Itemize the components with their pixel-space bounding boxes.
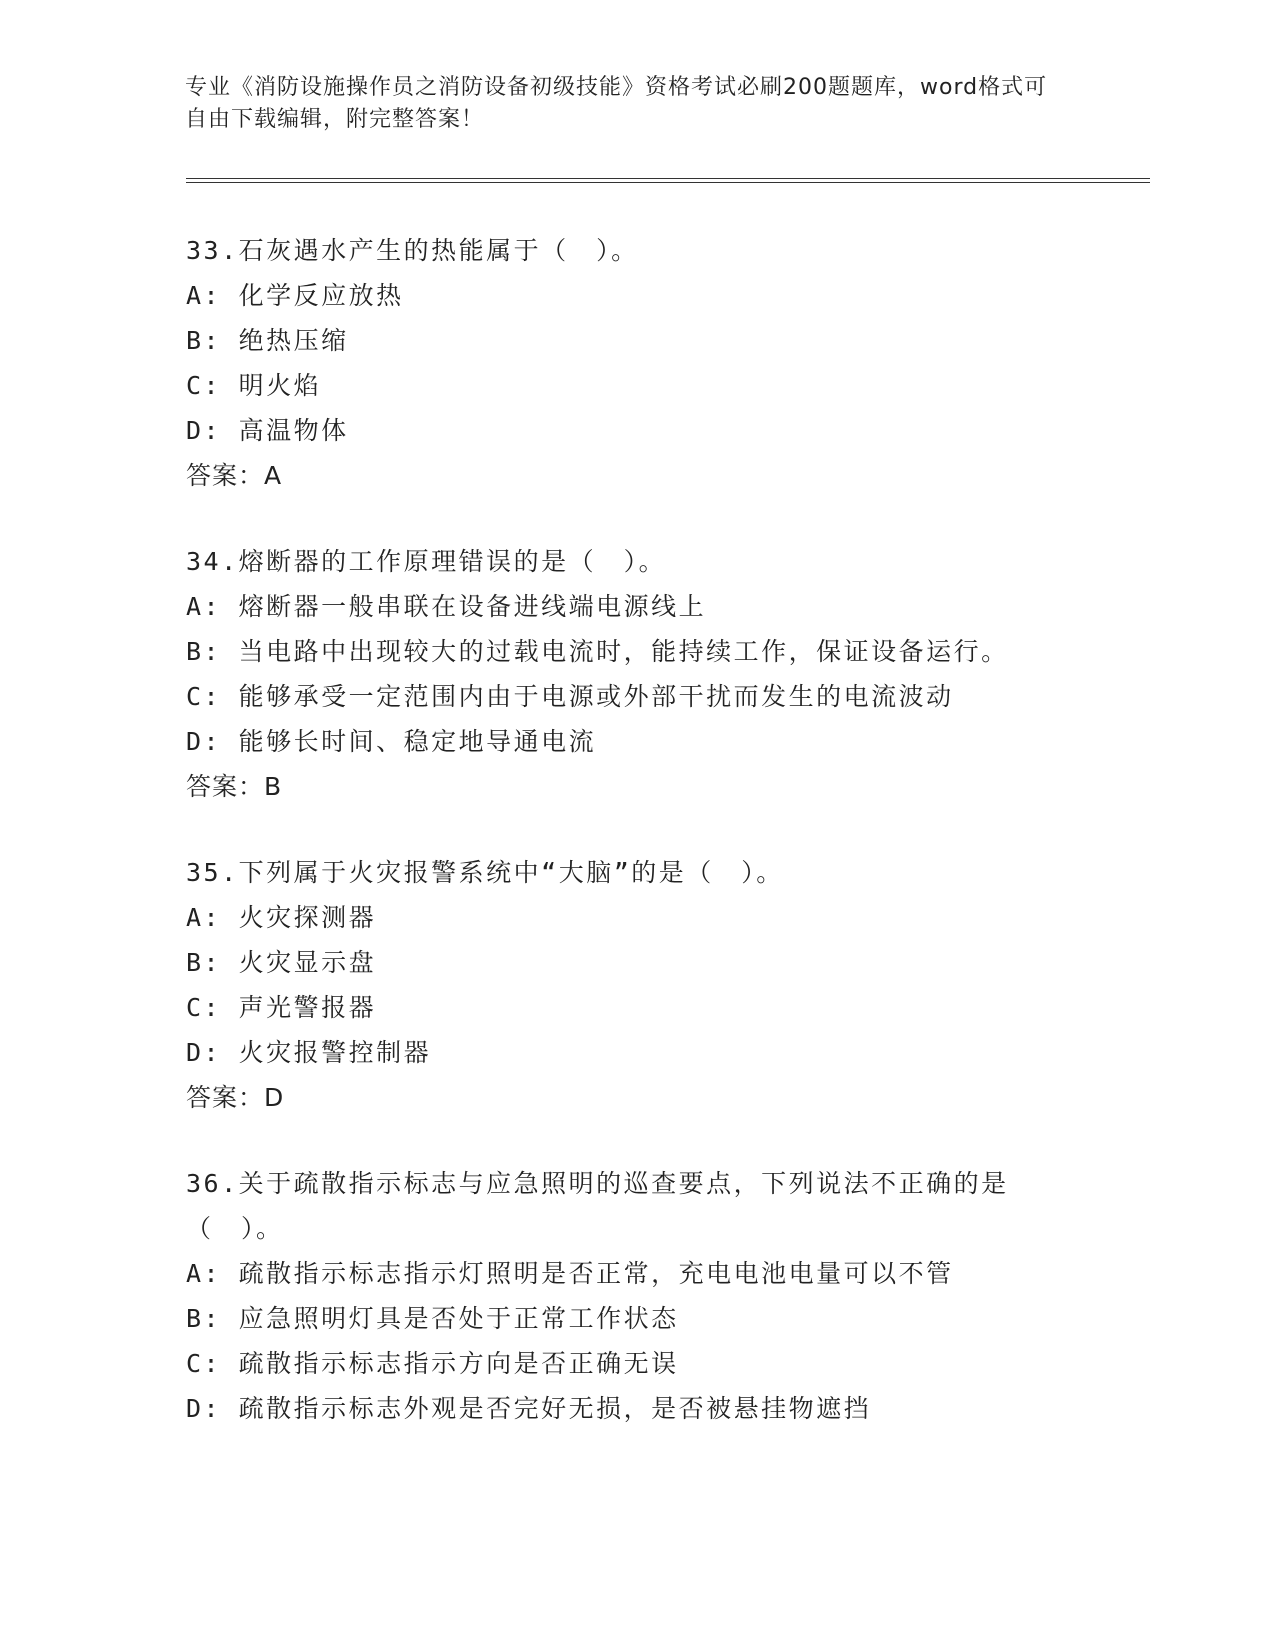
- option-d: D: 疏散指示标志外观是否完好无损，是否被悬挂物遮挡: [186, 1394, 872, 1423]
- answer-line: 答案：A: [186, 461, 283, 490]
- option-a: A: 火灾探测器: [186, 903, 377, 932]
- header-divider-top: [186, 178, 1150, 179]
- question-list: [186, 228, 1086, 1472]
- option-a: A: 熔断器一般串联在设备进线端电源线上: [186, 592, 707, 621]
- option-d: D: 能够长时间、稳定地导通电流: [186, 727, 597, 756]
- question-stem: 33.石灰遇水产生的热能属于（ ）。: [186, 236, 639, 265]
- question-stem: 35.下列属于火灾报警系统中“大脑”的是（ ）。: [186, 858, 784, 887]
- question-35: [186, 850, 1086, 1120]
- option-b: B: 应急照明灯具是否处于正常工作状态: [186, 1304, 679, 1333]
- option-d: D: 高温物体: [186, 416, 349, 445]
- answer-line: 答案：D: [186, 1083, 285, 1112]
- option-a: A: 化学反应放热: [186, 281, 404, 310]
- option-b: B: 绝热压缩: [186, 326, 349, 355]
- option-b: B: 当电路中出现较大的过载电流时，能持续工作，保证设备运行。: [186, 637, 1009, 666]
- option-c: C: 明火焰: [186, 371, 322, 400]
- question-34: [186, 539, 1086, 809]
- question-36: [186, 1161, 1086, 1431]
- answer-line: 答案：B: [186, 772, 283, 801]
- option-c: C: 能够承受一定范围内由于电源或外部干扰而发生的电流波动: [186, 682, 954, 711]
- option-c: C: 疏散指示标志指示方向是否正确无误: [186, 1349, 679, 1378]
- question-stem: 34.熔断器的工作原理错误的是（ ）。: [186, 547, 667, 576]
- question-stem: 36.关于疏散指示标志与应急照明的巡查要点，下列说法不正确的是（ ）。: [186, 1169, 1009, 1243]
- question-33: [186, 228, 1086, 498]
- option-c: C: 声光警报器: [186, 993, 377, 1022]
- document-header: 专业《消防设施操作员之消防设备初级技能》资格考试必刷200题题库，word格式可自由下载编辑，附完整答案！: [185, 75, 1048, 132]
- header-divider-bottom: [186, 182, 1150, 183]
- option-a: A: 疏散指示标志指示灯照明是否正常，充电电池电量可以不管: [186, 1259, 954, 1288]
- option-d: D: 火灾报警控制器: [186, 1038, 432, 1067]
- option-b: B: 火灾显示盘: [186, 948, 377, 977]
